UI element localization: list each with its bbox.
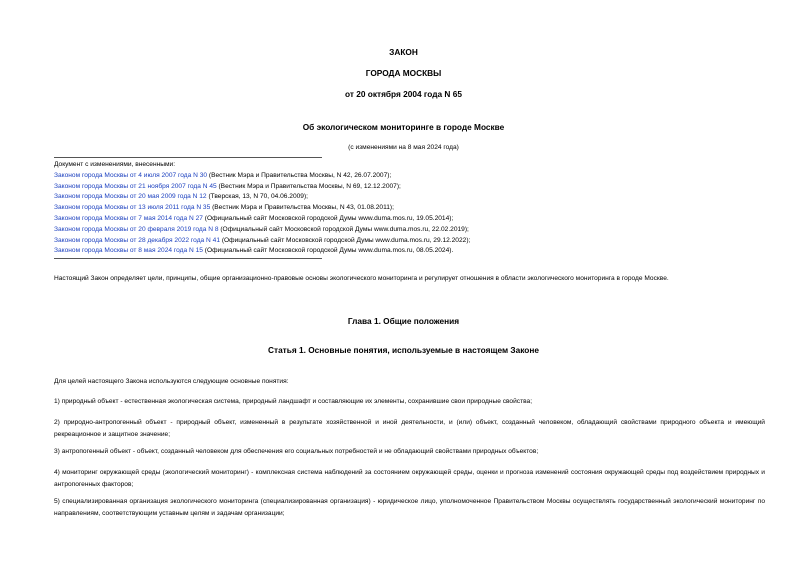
list-item bbox=[54, 236, 774, 247]
chapter-heading: Глава 1. Общие положения bbox=[347, 316, 460, 326]
publication-source: (Вестник Мэра и Правительства Москвы, N 42, 26.07.2007); bbox=[207, 171, 392, 179]
list-item bbox=[54, 214, 774, 225]
amendment-note: (с изменениями на 8 мая 2024 года) bbox=[348, 144, 459, 151]
amending-law-link[interactable]: Законом города Москвы от 7 мая 2014 года N 27 bbox=[54, 214, 203, 222]
law-date: от 20 октября 2004 года N 65 bbox=[345, 89, 462, 99]
law-type-title: ЗАКОН bbox=[389, 47, 418, 57]
publication-source: (Вестник Мэра и Правительства Москвы, N 69, 12.12.2007); bbox=[216, 182, 401, 190]
amending-law-link[interactable]: Законом города Москвы от 28 декабря 2022 года N 41 bbox=[54, 236, 220, 244]
document-name: Об экологическом мониторинге в городе Москве bbox=[302, 122, 505, 132]
definition-item: 3) антропогенный объект - объект, созданный человеком для обеспечения его социальных потребностей и не обладающий свойствами природных объектов; bbox=[54, 448, 539, 455]
city-title: ГОРОДА МОСКВЫ bbox=[365, 68, 442, 78]
publication-source: (Тверская, 13, N 70, 04.06.2009); bbox=[206, 193, 308, 201]
publication-source: (Вестник Мэра и Правительства Москвы, N 43, 01.08.2011); bbox=[210, 204, 394, 212]
amending-law-link[interactable]: Законом города Москвы от 13 июля 2011 года N 35 bbox=[54, 204, 211, 212]
publication-source: (Официальный сайт Московской городской Думы www.duma.mos.ru, 29.12.2022); bbox=[219, 236, 471, 244]
amending-law-link[interactable]: Законом города Москвы от 4 июля 2007 года N 30 bbox=[54, 171, 208, 179]
amending-law-link[interactable]: Законом города Москвы от 20 мая 2009 года N 12 bbox=[54, 193, 207, 201]
list-item bbox=[54, 182, 774, 193]
changes-bottom-divider bbox=[54, 258, 322, 259]
changes-list bbox=[54, 160, 774, 257]
article-heading: Статья 1. Основные понятия, используемые в настоящем Законе bbox=[268, 345, 539, 355]
definition-item: 5) специализированная организация экологического мониторинга (специализированная организация) - юридическое лицо, уполномоченное Правительством Москвы осуществлять государственный экологический мониторинг по направлениям, соответствующим уставным целям и задачам организации; bbox=[54, 498, 765, 517]
amending-law-link[interactable]: Законом города Москвы от 21 ноября 2007 года N 45 bbox=[54, 182, 217, 190]
definition-item: 2) природно-антропогенный объект - природный объект, измененный в результате хозяйственной и иной деятельности, и (или) объект, созданный человеком, обладающий свойствами природного объекта и имеющий рекреационное и защитное значение; bbox=[54, 419, 765, 438]
amending-law-link[interactable]: Законом города Москвы от 8 мая 2024 года N 15 bbox=[54, 247, 203, 255]
amending-law-link[interactable]: Законом города Москвы от 20 февраля 2019 года N 8 bbox=[54, 225, 219, 233]
publication-source: (Официальный сайт Московской городской Думы www.duma.mos.ru, 19.05.2014); bbox=[202, 214, 454, 222]
publication-source: (Официальный сайт Московской городской Думы www.duma.mos.ru, 08.05.2024). bbox=[202, 247, 454, 255]
definitions-lead: Для целей настоящего Закона используются следующие основные понятия: bbox=[54, 378, 289, 385]
publication-source: (Официальный сайт Московской городской Думы www.duma.mos.ru, 22.02.2019); bbox=[218, 225, 469, 233]
changes-top-divider bbox=[54, 157, 322, 158]
list-item bbox=[54, 192, 774, 203]
changes-heading: Документ с изменениями, внесенными: bbox=[54, 161, 176, 168]
definition-item: 1) природный объект - естественная экологическая система, природный ландшафт и составляющие их элементы, сохранившие свои природные свойства; bbox=[54, 398, 533, 405]
list-item bbox=[54, 203, 774, 214]
list-item bbox=[54, 225, 774, 236]
definition-item: 4) мониторинг окружающей среды (экологический мониторинг) - комплексная система наблюдений за состоянием окружающей среды, оценки и прогноза изменений состояния окружающей среды под воздействием природных и антропогенных факторов; bbox=[54, 469, 765, 488]
list-item bbox=[54, 246, 774, 257]
preamble-paragraph: Настоящий Закон определяет цели, принципы, общие организационно-правовые основы экологического мониторинга и регулирует отношения в области экологического мониторинга в городе Москве. bbox=[54, 275, 669, 282]
list-item bbox=[54, 171, 774, 182]
